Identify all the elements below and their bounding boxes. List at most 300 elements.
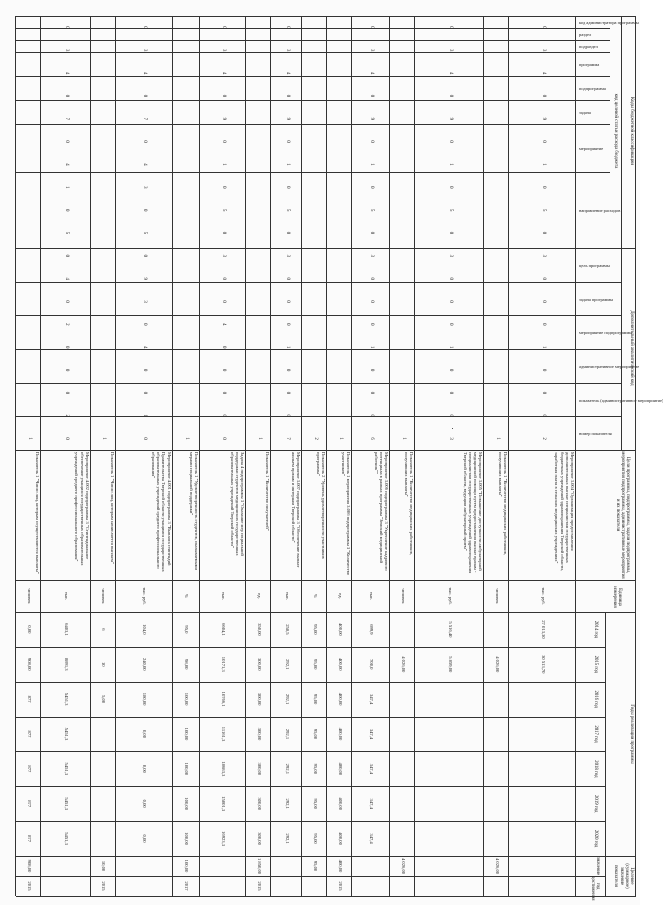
year-value-cell: 400,00 — [337, 657, 343, 671]
year-header: 2014 год — [593, 620, 598, 639]
code-digit: 0 — [540, 300, 546, 303]
year-value-cell: 699,9 — [369, 624, 375, 635]
unit-cell: человек — [26, 588, 32, 604]
code-digit: 0 — [540, 186, 546, 189]
year-value-cell: 300,00 — [256, 692, 262, 706]
year-value-cell: 400,00 — [337, 692, 343, 706]
code-digit: 0 — [369, 26, 375, 29]
unit-cell: тыс. — [284, 591, 290, 601]
code-digit: 0 — [63, 368, 69, 372]
years-group-header: Годы реализации программы — [629, 704, 634, 764]
year-value-cell: 6604,1 — [221, 623, 227, 636]
code-digit: 0 — [540, 26, 546, 29]
analytic-group-header: Дополнительный аналитический код — [629, 310, 634, 386]
code-digit: 0 — [447, 323, 453, 326]
year-header: 2017 год — [593, 725, 598, 743]
target-value-cell: 1 850,00 — [256, 857, 262, 875]
grid-line — [16, 52, 610, 53]
grid-line — [16, 856, 636, 857]
year-value-cell: 292,1 — [284, 763, 290, 775]
code-digit: 0 — [284, 26, 290, 29]
year-value-cell: 180,00 — [142, 692, 148, 706]
code-digit: 1 — [400, 437, 406, 440]
year-value-cell: 877 — [26, 730, 32, 738]
code-digit: 1 — [540, 163, 546, 166]
grid-line — [16, 821, 606, 822]
code-digit: 4 — [63, 71, 69, 75]
year-value-cell: 8891,3 — [63, 657, 69, 671]
unit-cell: ед. — [337, 593, 343, 599]
code-digit: 0 — [142, 94, 148, 98]
year-value-cell: 347,4 — [369, 798, 375, 809]
code-digit: 0 — [540, 231, 546, 235]
code-digit: 0 — [369, 140, 375, 143]
code-digit: 3 — [369, 254, 375, 258]
target-year-cell: 2017 — [184, 881, 190, 891]
year-value-cell: 5 859,00 — [447, 656, 453, 673]
code-digit: 0 — [284, 277, 290, 280]
grid-line — [16, 896, 636, 897]
code-digit: 0 — [447, 186, 453, 189]
code-digit: 0 — [447, 26, 453, 29]
code-digit: 0 — [447, 368, 453, 372]
grid-line — [16, 717, 606, 718]
code-digit: 0 — [221, 346, 227, 349]
year-value-cell: 300,00 — [256, 797, 262, 811]
year-header: 2019 год — [593, 795, 598, 813]
year-value-cell: 104,0 — [142, 624, 148, 635]
target-value-cell: 10,00 — [101, 860, 107, 872]
year-value-cell: 5451,3 — [63, 762, 69, 776]
code-subheader: программа — [579, 62, 600, 67]
goal-text: Показатель 1 "Число лиц, которым начисляется выплата" — [109, 452, 115, 564]
analytic-subheader: административное мероприятие — [579, 363, 640, 369]
code-digit: 0 — [540, 391, 546, 395]
code-digit: 1 — [284, 163, 290, 166]
code-digit: 0 — [221, 94, 227, 98]
code-digit: 0 — [142, 26, 148, 29]
year-value-cell: 258,5 — [284, 624, 290, 635]
code-digit: 0 — [284, 231, 290, 235]
code-digit: 3 — [447, 437, 453, 440]
year-value-cell: 0,00 — [142, 799, 148, 808]
analytic-subheader: показатель (административное мероприятие) — [579, 397, 663, 403]
goal-text: Задача 4 подпрограммы 3 "Оказание мер социальной поддержки студентов медицинских государственных образовательных учреждений Тверской области" — [229, 452, 246, 556]
code-digit: 9 — [447, 117, 453, 120]
grid-line — [414, 16, 415, 896]
target-value-header: значение — [595, 856, 600, 876]
target-year-header: год достижения — [589, 876, 600, 901]
code-digit: 9 — [369, 117, 375, 120]
goal-text: Показатель 1 "Количество медицинских работников, получивших выплаты" — [404, 452, 415, 556]
target-value-cell: 100,00 — [184, 859, 190, 873]
grid-line — [115, 16, 116, 896]
grid-line — [245, 16, 246, 896]
code-digit: 0 — [221, 231, 227, 235]
year-value-cell: 292,1 — [284, 728, 290, 740]
grid-line — [16, 40, 610, 41]
year-header: 2016 год — [593, 690, 598, 708]
code-digit: 5 — [63, 231, 69, 235]
code-digit: 0 — [447, 94, 453, 98]
year-value-cell: 95,00 — [312, 833, 318, 844]
code-subheader: мероприятие — [579, 146, 604, 151]
code-digit: 0 — [284, 140, 290, 143]
grid-line — [389, 16, 390, 896]
code-digit: 0 — [142, 323, 148, 326]
grid-line — [40, 16, 41, 896]
code-digit: 4 — [142, 71, 148, 75]
code-digit: 0 — [63, 94, 69, 98]
year-value-cell: 400,00 — [337, 623, 343, 636]
code-digit: 0 — [63, 346, 69, 349]
target-group-header: Целевое (суммарное) значение показателя — [613, 863, 634, 889]
grid-line — [16, 349, 622, 350]
code-digit: 0 — [142, 437, 148, 440]
target-value-cell: 4 026,00 — [400, 857, 406, 875]
year-value-cell: 100,00 — [184, 727, 190, 741]
code-digit: 3 — [284, 254, 290, 258]
code-digit: 0 — [447, 414, 453, 417]
grid-line — [16, 612, 636, 613]
code-digit: 0 — [447, 140, 453, 143]
code-digit: 1 — [337, 437, 343, 440]
code-digit: 0 — [142, 254, 148, 258]
code-digit: 1 — [63, 186, 69, 189]
grid-line — [16, 248, 636, 249]
grid-line — [15, 16, 16, 896]
grid-line — [270, 16, 271, 896]
year-value-cell: 100,00 — [184, 692, 190, 706]
code-digit: 4 — [540, 71, 546, 75]
code-digit: 3 — [284, 49, 290, 52]
goal-text: Мероприятие 3.007 подпрограммы 3 "Обеспечение выплат жильем врачам и интернам Тверской области" — [291, 452, 302, 568]
year-value-cell: 0,00 — [142, 834, 148, 843]
code-subheader: задача — [579, 110, 591, 115]
year-value-cell: 700,0 — [369, 659, 375, 670]
year-value-cell: 95,00 — [312, 659, 318, 670]
code-digit: 6 — [369, 437, 375, 440]
goal-text: Показатель 1 "Удовлетворенность студентов, оказываемыми мерами социальной поддержки" — [188, 452, 200, 571]
code-digit: 0 — [221, 277, 227, 280]
code-digit: 0 — [447, 300, 453, 303]
code-digit: 1 — [447, 346, 453, 349]
code-digit: 5 — [369, 208, 375, 212]
year-value-cell: 877 — [26, 765, 32, 773]
year-value-cell: 95,00 — [312, 624, 318, 635]
year-header: 2015 год — [593, 655, 598, 673]
grid-line — [16, 450, 636, 451]
year-value-cell: 95,0 — [184, 625, 190, 634]
code-digit: 0 — [221, 140, 227, 143]
code-digit: 9 — [284, 117, 290, 120]
code-digit: 0 — [369, 414, 375, 417]
grid-line — [575, 16, 576, 896]
grid-line — [16, 315, 622, 316]
code-digit: 0 — [284, 323, 290, 326]
code-digit: 4 — [63, 277, 69, 280]
code-digit: 5 — [284, 208, 290, 212]
code-digit: 0 — [540, 94, 546, 98]
unit-cell: тыс. — [369, 591, 375, 601]
code-digit: 2 — [63, 414, 69, 417]
program-table — [16, 16, 663, 901]
year-value-cell: 100,00 — [184, 797, 190, 811]
year-value-cell: 300,00 — [256, 727, 262, 741]
code-digit: 4 — [284, 71, 290, 75]
code-digit: 0 — [284, 391, 290, 395]
kbk-sub-header: код целевой статьи расхода бюджета — [613, 93, 618, 169]
grid-line — [172, 16, 173, 896]
grid-line — [635, 16, 636, 896]
code-digit: 3 — [63, 49, 69, 52]
code-digit: 0 — [284, 414, 290, 417]
code-digit: 0 — [540, 368, 546, 372]
code-digit: 0 — [369, 368, 375, 372]
grid-line — [326, 16, 327, 896]
year-value-cell: 0,00 — [26, 625, 32, 634]
grid-line — [351, 16, 352, 896]
code-subheader: подпрограмма — [579, 86, 606, 91]
code-digit: 0 — [540, 277, 546, 280]
grid-line — [16, 282, 622, 283]
unit-cell: ед. — [256, 593, 262, 599]
grid-line — [483, 16, 484, 896]
code-digit: 3 — [447, 49, 453, 52]
year-value-cell: 30 513,70 — [540, 655, 546, 674]
code-digit: 0 — [447, 231, 453, 235]
unit-cell: человек — [400, 588, 406, 604]
code-digit: 0 — [284, 300, 290, 303]
code-digit: 0 — [369, 231, 375, 235]
code-digit: 4 — [63, 163, 69, 166]
year-value-cell: 300,00 — [256, 832, 262, 845]
target-value-cell: 4 026,00 — [494, 857, 500, 875]
grid-line — [16, 172, 610, 173]
code-digit: 0 — [142, 208, 148, 212]
code-digit: 3 — [540, 254, 546, 258]
code-digit: 5 — [221, 208, 227, 212]
goal-text: Мероприятие 3.006 подпрограммы 3 "Укрепление кадрового потенциала в рамках программы "Земский медицинский работник"" — [373, 452, 390, 571]
code-subheader: подраздел — [579, 44, 598, 49]
code-digit: 0 — [284, 94, 290, 98]
unit-cell: % — [184, 594, 190, 598]
year-value-cell: 877 — [26, 835, 32, 842]
grid-line — [16, 580, 636, 581]
grid-line — [16, 124, 610, 125]
target-value-cell: 400,00 — [337, 859, 343, 873]
code-digit: 0 — [221, 300, 227, 303]
unit-cell: тыс. — [221, 591, 227, 601]
code-digit: 0 — [221, 414, 227, 417]
code-digit: 0 — [63, 391, 69, 395]
code-digit: 1 — [101, 437, 107, 440]
grid-line — [16, 383, 622, 384]
code-digit: 0 — [63, 254, 69, 258]
code-digit: 5 — [540, 208, 546, 212]
grid-line — [508, 16, 509, 896]
year-value-cell: 10766,1 — [221, 691, 227, 707]
code-digit: 3 — [221, 254, 227, 258]
year-value-cell: 10 — [101, 661, 107, 667]
code-digit: 3 — [369, 49, 375, 52]
code-digit: 0 — [447, 391, 453, 395]
code-digit: 0 — [284, 186, 290, 189]
unit-cell: % — [312, 594, 318, 598]
code-digit: 0 — [63, 437, 69, 440]
goal-column-header: Цели программы, подпрограммы, задачи подпрограммы, мероприятия подпрограммы, административные мероприятия и их показатели — [614, 451, 630, 579]
year-value-cell: 347,4 — [369, 693, 375, 705]
goal-text: Показатель 1 "Число лиц, которым осуществляются выплаты" — [35, 452, 41, 574]
analytic-subheader: цель программы — [579, 262, 610, 268]
code-subheader: код администратора программы — [579, 20, 639, 25]
goal-text: Показатель 1 мероприятия 3.006 подпрограммы 3 "Количество участников" — [341, 452, 352, 576]
code-digit: 3 — [540, 49, 546, 52]
year-value-cell: 0,00 — [142, 764, 148, 773]
year-value-cell: 4 026,00 — [400, 656, 406, 673]
goal-text: Мероприятие 3.004 "Организация предоставления дополнительных выплат специалистам государственных бюджетных учреждений здравоохранения Тверской области, заработная плата в сельских медицинских учреждениях" — [554, 452, 575, 571]
grid-line — [605, 612, 606, 856]
goal-text: Мероприятие 4.001 подпрограммы 3 "Выплата стипендий Правительства Тверской области учащимся государственных образовательных учреждений среднего профессионального образования" — [151, 452, 172, 572]
target-year-cell: 2015 — [101, 881, 107, 891]
year-value-cell: 6403,1 — [63, 623, 69, 636]
year-value-cell: 15001,3 — [221, 796, 227, 812]
code-digit: 0 — [540, 414, 546, 417]
year-value-cell: 877 — [26, 695, 32, 703]
code-digit: 5 — [447, 208, 453, 212]
target-year-cell: 2015 — [256, 881, 262, 891]
code-digit: 5 — [142, 231, 148, 235]
year-value-cell: 5451,3 — [63, 832, 69, 845]
grid-line — [16, 751, 606, 752]
code-digit: 1 — [256, 437, 262, 440]
code-digit: 0 — [63, 26, 69, 29]
code-digit: 9 — [540, 117, 546, 120]
code-digit: 0 — [369, 186, 375, 189]
code-digit: 3 — [447, 254, 453, 258]
code-digit: 2 — [312, 437, 318, 440]
code-digit: 1 — [184, 437, 190, 440]
year-value-cell: 5 516,40 — [447, 621, 453, 638]
unit-cell: тыс. руб. — [142, 587, 148, 605]
code-digit: 1 — [369, 346, 375, 349]
year-value-cell: 11161,3 — [221, 726, 227, 742]
target-value-cell: 95,00 — [312, 860, 318, 872]
year-value-cell: 95,00 — [312, 798, 318, 809]
analytic-subheader: номер показателя — [579, 431, 612, 437]
unit-cell: человек — [494, 588, 500, 604]
code-digit: 1 — [540, 346, 546, 349]
code-digit: 7 — [142, 117, 148, 120]
code-digit: 4 — [221, 323, 227, 326]
dot-mark — [452, 428, 453, 429]
year-value-cell: 95,00 — [312, 763, 318, 775]
grid-line — [301, 16, 302, 896]
code-digit: 1 — [284, 346, 290, 349]
year-value-cell: 292,1 — [284, 693, 290, 705]
grid-line — [16, 76, 610, 77]
year-value-cell: 98,00 — [184, 659, 190, 670]
grid-line — [16, 786, 606, 787]
code-digit: 0 — [369, 94, 375, 98]
year-value-cell: 18683,3 — [221, 761, 227, 777]
year-value-cell: 300,00 — [256, 657, 262, 671]
year-value-cell: 95,00 — [312, 693, 318, 705]
code-digit: 0 — [369, 323, 375, 326]
year-value-cell: 347,4 — [369, 833, 375, 844]
year-value-cell: 347,4 — [369, 728, 375, 740]
code-digit: 0 — [221, 186, 227, 189]
code-digit: 0 — [142, 368, 148, 372]
year-value-cell: 400,00 — [337, 762, 343, 776]
year-value-cell: 400,00 — [337, 797, 343, 811]
year-value-cell: 908,00 — [26, 657, 32, 671]
code-digit: 0 — [221, 368, 227, 372]
year-value-cell: 300,00 — [256, 762, 262, 776]
grid-line — [16, 100, 610, 101]
year-value-cell: 5451,3 — [63, 692, 69, 706]
grid-line — [90, 16, 91, 896]
code-digit: 9 — [221, 117, 227, 120]
year-value-cell: 100,00 — [184, 762, 190, 776]
code-digit: 0 — [221, 391, 227, 395]
code-digit: 0 — [63, 140, 69, 143]
year-value-cell: 16923,3 — [221, 831, 227, 847]
year-value-cell: 10171,3 — [221, 656, 227, 672]
grid-line — [621, 16, 622, 248]
year-value-cell: 5451,3 — [63, 727, 69, 741]
code-digit: 4 — [142, 163, 148, 166]
unit-cell: тыс. руб. — [540, 587, 546, 605]
year-value-cell: 350,00 — [256, 623, 262, 636]
code-digit: 0 — [447, 277, 453, 280]
code-digit: 3 — [142, 186, 148, 189]
code-digit: 0 — [63, 300, 69, 303]
code-digit: 1 — [447, 163, 453, 166]
code-digit: 7 — [63, 117, 69, 120]
grid-line — [16, 16, 636, 17]
year-value-cell: 292,1 — [284, 659, 290, 670]
grid-line — [16, 28, 610, 29]
code-digit: 1 — [142, 414, 148, 417]
grid-line — [199, 16, 200, 896]
year-value-cell: 240,00 — [142, 657, 148, 671]
unit-cell: человек — [101, 588, 107, 604]
code-digit: 4 — [221, 71, 227, 75]
goal-text: Показатель 2 "Уровень удовлетворенности участников программы" — [316, 452, 327, 559]
target-value-cell: 908,00 — [26, 859, 32, 873]
code-subheader: направление расходов — [579, 208, 621, 213]
year-header: 2018 год — [593, 760, 598, 778]
goal-text: Показатель 1 "Количество медицинских работников, получивших выплаты" — [498, 452, 509, 556]
code-digit: 1 — [494, 437, 500, 440]
year-value-cell: 6 — [101, 628, 107, 631]
year-value-cell: 95,00 — [312, 728, 318, 740]
code-digit: 0 — [540, 323, 546, 326]
year-value-cell: 27 013,30 — [540, 620, 546, 639]
target-year-cell: 2015 — [337, 881, 343, 891]
code-digit: 7 — [284, 437, 290, 440]
code-digit: 1 — [221, 163, 227, 166]
code-digit: 3 — [221, 49, 227, 52]
code-digit: 0 — [284, 368, 290, 372]
code-digit: 0 — [369, 391, 375, 395]
year-value-cell: 877 — [26, 800, 32, 808]
code-digit: 0 — [369, 300, 375, 303]
code-digit: 1 — [369, 163, 375, 166]
code-digit: 0 — [369, 277, 375, 280]
code-digit: 9 — [142, 277, 148, 280]
